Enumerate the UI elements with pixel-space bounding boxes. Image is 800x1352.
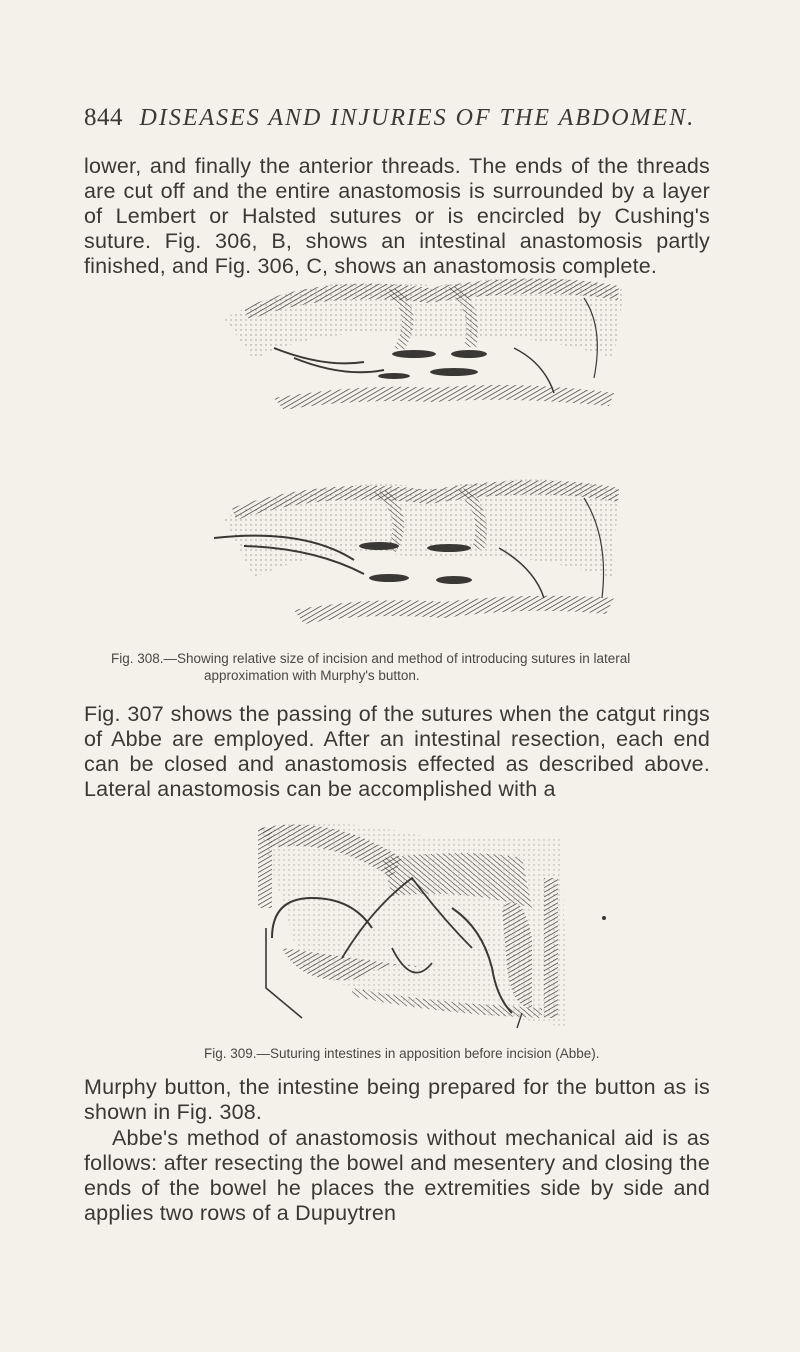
paragraph-text: Murphy button, the intestine being prepared for the button as is shown in Fig. 308.: [84, 1075, 710, 1124]
figure-308-illustration: [214, 268, 634, 640]
figure-308-caption: [84, 650, 710, 684]
running-title: DISEASES AND INJURIES OF THE ABDOMEN.: [139, 105, 696, 131]
paragraph-text: Fig. 307 shows the passing of the sutures when the catgut rings of Abbe are employed. After an intestinal resection, each end can be closed and anastomosis effected as described above. Lateral anastomosis can be accomplished with a: [84, 702, 710, 801]
paragraph-3: [84, 1075, 710, 1125]
figure-308-upper-panel: [224, 278, 624, 410]
paragraph-text: lower, and finally the anterior threads. The ends of the threads are cut off and the entire anastomosis is surrounded by a layer of Lembert or Halsted sutures or is encircled by Cushing's suture. Fig. 306, B, shows an intestinal anastomosis partly finished, and Fig. 306, C, shows an anastomosis complete.: [84, 154, 710, 278]
figure-309-caption: Fig. 309.—Suturing intestines in apposition before incision (Abbe).: [204, 1046, 600, 1061]
paragraph-4: [84, 1126, 710, 1226]
paragraph-1: [84, 154, 710, 279]
caption-line: approximation with Murphy's button.: [204, 668, 420, 683]
figure-309-illustration: [232, 818, 612, 1038]
page-number: 844: [84, 104, 123, 131]
figure-308-lower-panel: [214, 479, 619, 624]
caption-line: Fig. 308.—Showing relative size of incision and method of introducing sutures in lateral: [111, 651, 631, 666]
running-header: [84, 104, 695, 132]
paragraph-2: [84, 702, 710, 802]
paragraph-text: Abbe's method of anastomosis without mechanical aid is as follows: after resecting the bowel and mesentery and closing the ends of the bowel he places the extremities side by side and applies two rows of a Dupuytren: [84, 1126, 710, 1225]
